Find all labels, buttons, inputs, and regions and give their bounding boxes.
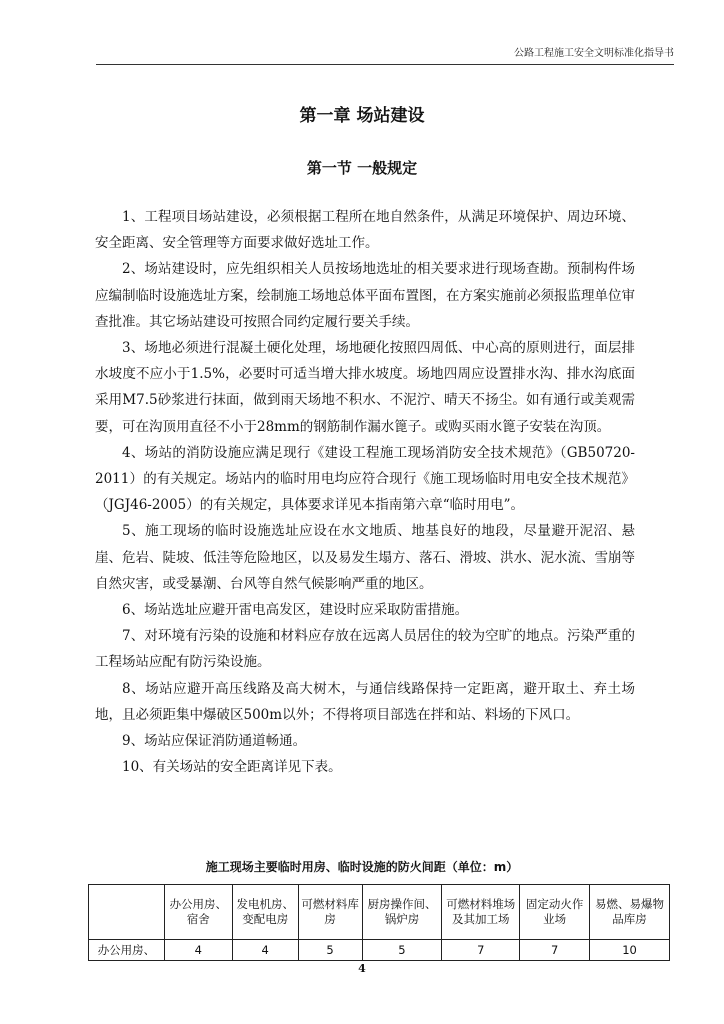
table-cell: 办公用房、 bbox=[89, 940, 165, 961]
table-header-cell: 厨房操作间、锅炉房 bbox=[362, 885, 442, 940]
table-cell: 4 bbox=[164, 940, 232, 961]
page-number: 4 bbox=[358, 962, 366, 975]
table-header-cell: 可燃材料库房 bbox=[298, 885, 362, 940]
paragraph: 8、场站应避开高压线路及高大树木，与通信线路保持一定距离，避开取土、弃土场地，且必须距集中爆破区500m以外；不得将项目部选在拌和站、料场的下风口。 bbox=[95, 680, 635, 723]
table-header-cell: 可燃材料堆场及其加工场 bbox=[442, 885, 520, 940]
table-header-row bbox=[89, 885, 670, 940]
table-cell: 5 bbox=[298, 940, 362, 961]
paragraph: 2、场站建设时，应先组织相关人员按场地选址的相关要求进行现场查勘。预制构件场应编制临时设施选址方案，绘制施工场地总体平面布置图，在方案实施前必须报监理单位审查批准。其它场站建设可按照合同约定履行要关手续。 bbox=[95, 261, 635, 330]
table-cell: 5 bbox=[362, 940, 442, 961]
paragraph: 5、施工现场的临时设施选址应设在水文地质、地基良好的地段，尽量避开泥沼、悬崖、危岩、陡坡、低洼等危险地区，以及易发生塌方、落石、滑坡、洪水、泥水流、雪崩等自然灾害，或受暴潮、台风等自然气候影响严重的地区。 bbox=[95, 523, 635, 592]
paragraph: 7、对环境有污染的设施和材料应存放在远离人员居住的较为空旷的地点。污染严重的工程场站应配有防污染设施。 bbox=[95, 628, 635, 671]
paragraph: 6、场站选址应避开雷电高发区，建设时应采取防雷措施。 bbox=[122, 602, 469, 619]
table-cell: 4 bbox=[232, 940, 298, 961]
table-caption: 施工现场主要临时用房、临时设施的防火间距（单位：m） bbox=[205, 860, 519, 874]
page-header bbox=[96, 44, 674, 65]
paragraph: 9、场站应保证消防通道畅通。 bbox=[122, 733, 307, 750]
table-cell: 7 bbox=[520, 940, 590, 961]
header-title: 公路工程施工安全文明标准化指导书 bbox=[514, 48, 674, 59]
table-cell: 10 bbox=[590, 940, 670, 961]
table-header-cell: 易燃、易爆物品库房 bbox=[590, 885, 670, 940]
table-header-cell: 发电机房、变配电房 bbox=[232, 885, 298, 940]
table-header-cell: 固定动火作业场 bbox=[520, 885, 590, 940]
table-cell: 7 bbox=[442, 940, 520, 961]
paragraph: 1、工程项目场站建设，必须根据工程所在地自然条件，从满足环境保护、周边环境、安全距离、安全管理等方面要求做好选址工作。 bbox=[95, 209, 635, 252]
fire-distance-table bbox=[88, 884, 670, 961]
section-title: 第一节 一般规定 bbox=[306, 159, 418, 177]
paragraph: 10、有关场站的安全距离详见下表。 bbox=[122, 759, 342, 776]
paragraph: 4、场站的消防设施应满足现行《建设工程施工现场消防安全技术规范》（GB50720-2011）的有关规定。场站内的临时用电均应符合现行《施工现场临时用电安全技术规范》（JGJ46-2005）的有关规定，具体要求详见本指南第六章“临时用电”。 bbox=[95, 444, 635, 514]
table-header-cell: 办公用房、宿舍 bbox=[164, 885, 232, 940]
table-header-cell bbox=[89, 885, 165, 940]
chapter-title: 第一章 场站建设 bbox=[299, 106, 425, 126]
body-text bbox=[95, 204, 635, 780]
paragraph: 3、场地必须进行混凝土硬化处理，场地硬化按照四周低、中心高的原则进行，面层排水坡度不应小于1.5%，必要时可适当增大排水坡度。场地四周应设置排水沟、排水沟底面采用M7.5砂浆进行抹面，做到雨天场地不积水、不泥泞、晴天不扬尘。如有通行或美观需要，可在沟顶用直径不小于28mm的钢筋制作漏水篦子。或购买雨水篦子安装在沟顶。 bbox=[95, 340, 635, 435]
table-row bbox=[89, 940, 670, 961]
